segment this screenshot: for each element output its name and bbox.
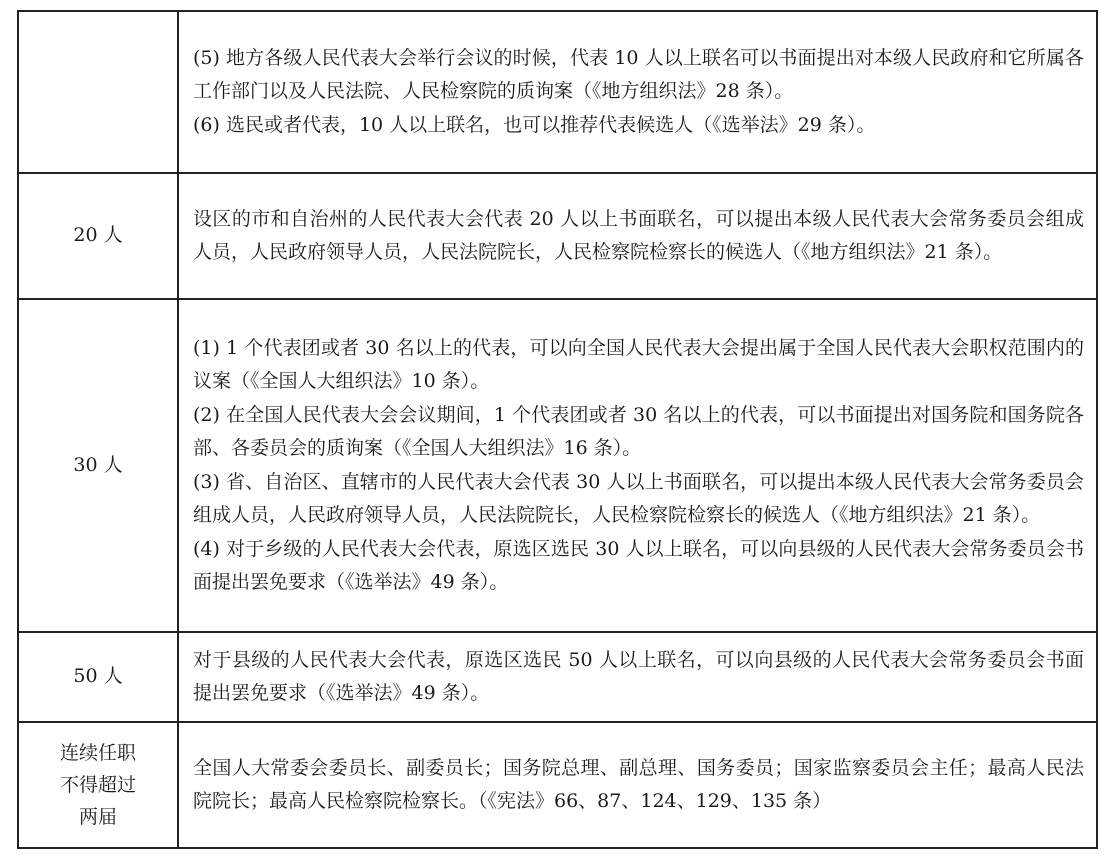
row-label-cell — [18, 173, 178, 299]
row-label-cell — [18, 722, 178, 848]
row-label-line: 不得超过 — [59, 774, 136, 796]
row-label-cell — [18, 632, 178, 722]
table-row — [18, 11, 1097, 173]
table-row — [18, 722, 1097, 848]
row-label: 50 人 — [73, 665, 123, 688]
paragraph: (4) 对于乡级的人民代表大会代表，原选区选民 30 人以上联名，可以向县级的人民代表大会常务委员会书面提出罢免要求（《选举法》49 条）。 — [193, 537, 1084, 593]
paragraph: (3) 省、自治区、直辖市的人民代表大会代表 30 人以上书面联名，可以提出本级人民代表大会常务委员会组成人员，人民政府领导人员，人民法院院长，人民检察院检察长的候选人（《地方组织法》21 条）。 — [193, 470, 1084, 526]
paragraph: (2) 在全国人民代表大会会议期间，1 个代表团或者 30 名以上的代表，可以书面提出对国务院和国务院各部、各委员会的质询案（《全国人大组织法》16 条）。 — [193, 403, 1084, 459]
row-content-cell — [178, 632, 1097, 722]
paragraph: (5) 地方各级人民代表大会举行会议的时候，代表 10 人以上联名可以书面提出对本级人民政府和它所属各工作部门以及人民法院、人民检察院的质询案（《地方组织法》28 条）。 — [193, 46, 1084, 103]
table-row — [18, 299, 1097, 632]
row-label: 20 人 — [73, 224, 123, 247]
paragraph: 对于县级的人民代表大会代表，原选区选民 50 人以上联名，可以向县级的人民代表大会常务委员会书面提出罢免要求（《选举法》49 条）。 — [193, 648, 1084, 704]
row-label-cell — [18, 299, 178, 632]
row-label-line: 连续任职 — [59, 742, 136, 764]
table-row — [18, 173, 1097, 299]
row-label: 30 人 — [73, 453, 123, 476]
paragraph: (6) 选民或者代表，10 人以上联名，也可以推荐代表候选人（《选举法》29 条）。 — [193, 113, 876, 136]
provisions-table — [17, 10, 1098, 849]
row-content-cell — [178, 173, 1097, 299]
paragraph: 全国人大常委会委员长、副委员长；国务院总理、副总理、国务委员；国家监察委员会主任；最高人民法院院长；最高人民检察院检察长。（《宪法》66、87、124、129、135 条） — [193, 756, 1084, 812]
row-label-line: 两届 — [78, 806, 117, 828]
paragraph: 设区的市和自治州的人民代表大会代表 20 人以上书面联名，可以提出本级人民代表大会常务委员会组成人员，人民政府领导人员，人民法院院长，人民检察院检察长的候选人（《地方组织法》21 条）。 — [193, 207, 1084, 263]
row-label-cell — [18, 11, 178, 173]
row-content-cell — [178, 11, 1097, 173]
table-row — [18, 632, 1097, 722]
paragraph: (1) 1 个代表团或者 30 名以上的代表，可以向全国人民代表大会提出属于全国人民代表大会职权范围内的议案（《全国人大组织法》10 条）。 — [193, 336, 1084, 392]
row-content-cell — [178, 722, 1097, 848]
row-content-cell — [178, 299, 1097, 632]
